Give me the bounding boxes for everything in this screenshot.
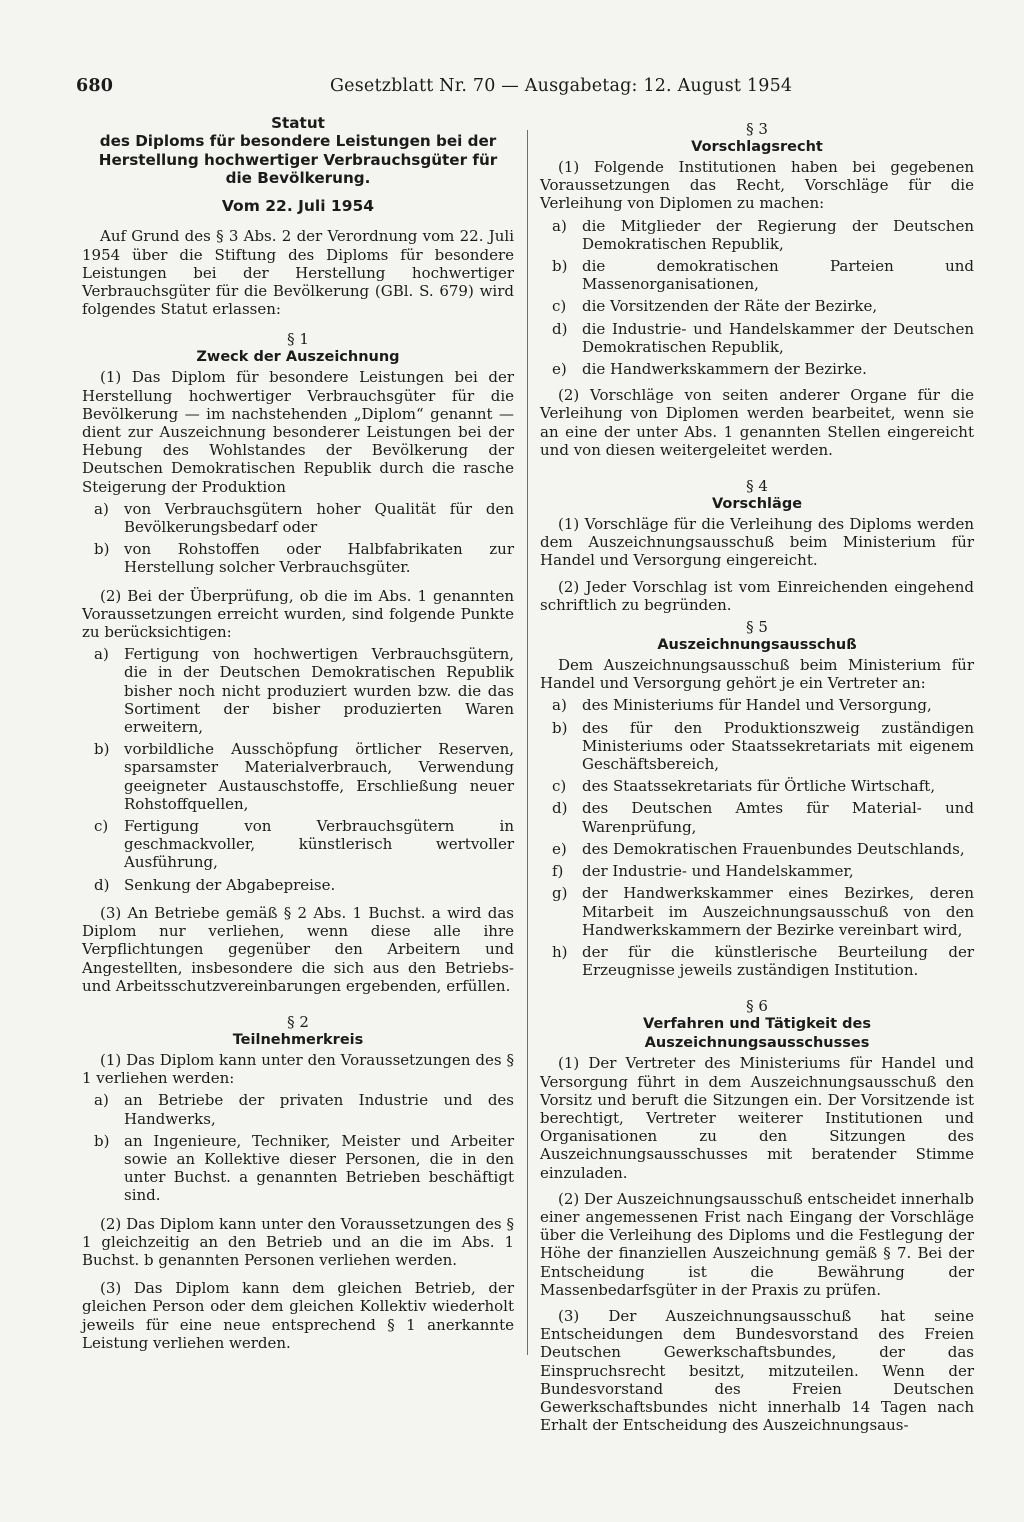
item-label: b): [94, 1131, 110, 1150]
list-item: [552, 217, 974, 253]
section-1-paragraph-3: (3) An Betriebe gemäß § 2 Abs. 1 Buchst. a wird das Diplom nur verliehen, wenn diese alle ihre Verpflichtungen gegenüber den Arbeitern und Angestellten, insbesondere die sich aus den Betriebs- und Arbeitsschutzvereinbarungen ergebenden, erfüllen.: [82, 903, 514, 995]
item-label: b): [552, 257, 568, 276]
item-label: c): [552, 297, 567, 316]
section-1-number: § 1: [287, 330, 309, 349]
section-1-title: Zweck der Auszeichnung: [196, 349, 400, 366]
section-2-paragraph-1: (1) Das Diplom kann unter den Voraussetzungen des § 1 verliehen werden:: [82, 1050, 514, 1088]
list-item: [94, 1091, 514, 1127]
section-1-paragraph-1: (1) Das Diplom für besondere Leistungen bei der Herstellung hochwertiger Verbrauchsgüter für die Bevölkerung — im nachstehenden „Diplom“ genannt — dient zur Auszeichnung besonderer Leistungen bei der Hebung des Wohlstandes der Bevölkerung der Deutschen Demokratischen Republik durch die rasche Steigerung der Produktion: [82, 368, 514, 496]
item-text: die demokratischen Parteien und Massenorganisationen,: [582, 257, 974, 294]
item-text: des für den Produktionszweig zuständigen Ministeriums oder Staatssekretariats mit eigenem Geschäftsbereich,: [582, 718, 974, 774]
page-number: 680: [76, 76, 114, 96]
item-text: der für die künstlerische Beurteilung der Erzeugnisse jeweils zuständigen Institution.: [582, 942, 974, 980]
item-text: Senkung der Abgabepreise.: [124, 875, 336, 894]
list-item: [94, 645, 514, 736]
item-text: Fertigung von hochwertigen Verbrauchsgütern, die in der Deutschen Demokratischen Republik bisher noch nicht produziert wurden bzw. die das Sortiment der bisher produzierten Waren erweitern,: [124, 645, 514, 737]
page-header: [76, 76, 976, 104]
list-item: [552, 320, 974, 356]
column-divider: [527, 130, 528, 1355]
item-label: b): [552, 718, 568, 737]
section-2-title: Teilnehmerkreis: [232, 1031, 364, 1048]
preamble: Auf Grund des § 3 Abs. 2 der Verordnung vom 22. Juli 1954 über die Stiftung des Diploms für besondere Leistungen bei der Herstellung hochwertiger Verbrauchsgüter für die Bevölkerung (GBl. S. 679) wird folgendes Statut erlassen:: [82, 227, 514, 319]
section-2-number: § 2: [287, 1012, 309, 1031]
item-label: a): [94, 1091, 109, 1110]
item-label: d): [94, 875, 110, 894]
list-item: [94, 740, 514, 813]
list-item: [94, 817, 514, 872]
list-item: [552, 257, 974, 293]
section-5-number: § 5: [746, 618, 768, 637]
list-item: [552, 943, 974, 979]
item-text: an Ingenieure, Techniker, Meister und Arbeiter sowie an Kollektive dieser Personen, die in den unter Buchst. a genannten Betrieben beschäftigt sind.: [124, 1131, 514, 1205]
item-text: des Ministeriums für Handel und Versorgung,: [582, 696, 932, 715]
item-text: die Vorsitzenden der Räte der Bezirke,: [582, 297, 878, 316]
section-5-paragraph-1: Dem Auszeichnungsausschuß beim Ministerium für Handel und Versorgung gehört je ein Vertreter an:: [540, 656, 974, 693]
list-item: [552, 696, 974, 714]
item-label: d): [552, 319, 568, 338]
item-text: Fertigung von Verbrauchsgütern in geschmackvoller, künstlerisch wertvoller Ausführung,: [124, 817, 514, 872]
item-text: die Handwerkskammern der Bezirke.: [582, 360, 867, 379]
item-label: e): [552, 839, 567, 858]
section-4-title: Vorschläge: [711, 496, 803, 513]
list-item: [552, 799, 974, 835]
list-item: [94, 876, 514, 894]
list-item: [552, 719, 974, 774]
item-label: c): [552, 777, 567, 796]
item-text: der Handwerkskammer eines Bezirkes, deren Mitarbeit im Auszeichnungsausschuß von den Handwerkskammern der Bezirke vereinbart wird,: [582, 884, 974, 939]
section-3-title: Vorschlagsrecht: [691, 139, 823, 155]
section-2-paragraph-3: (3) Das Diplom kann dem gleichen Betrieb, der gleichen Person oder dem gleichen Kollektiv wiederholt jeweils für eine neue entsprechend § 1 anerkannte Leistung verliehen werden.: [82, 1279, 514, 1352]
item-text: des Demokratischen Frauenbundes Deutschlands,: [582, 839, 965, 858]
list-item: [552, 884, 974, 939]
section-6-number: § 6: [746, 997, 768, 1016]
section-3-paragraph-1: (1) Folgende Institutionen haben bei gegebenen Voraussetzungen das Recht, Vorschläge für die Verleihung von Diplomen zu machen:: [540, 158, 974, 213]
item-label: h): [552, 942, 568, 961]
list-item: [552, 862, 974, 880]
list-item: [94, 540, 514, 576]
section-1-paragraph-2: (2) Bei der Überprüfung, ob die im Abs. 1 genannten Voraussetzungen erreicht wurden, sind folgende Punkte zu berücksichtigen:: [82, 586, 514, 642]
section-5-title: Auszeichnungsausschuß: [657, 637, 857, 654]
item-label: g): [552, 884, 568, 903]
item-text: von Rohstoffen oder Halbfabrikaten zur Herstellung solcher Verbrauchsgüter.: [124, 540, 514, 577]
item-label: f): [552, 862, 564, 881]
list-item: [552, 360, 974, 378]
section-6-paragraph-3: (3) Der Auszeichnungsausschuß hat seine Entscheidungen dem Bundesvorstand des Freien Deutschen Gewerkschaftsbundes, der das Einspruchsrecht besitzt, mitzuteilen. Wenn der Bundesvorstand des Freien Deutschen Gewerkschaftsbundes nicht innerhalb 14 Tagen nach Erhalt der Entscheidung des Auszeichnungsaus-: [540, 1306, 974, 1435]
section-4-paragraph-1: (1) Vorschläge für die Verleihung des Diploms werden dem Auszeichnungsausschuß beim Ministerium für Handel und Versorgung eingereicht.: [540, 515, 974, 570]
item-label: d): [552, 799, 568, 818]
item-label: a): [94, 645, 109, 664]
statute-date: Vom 22. Juli 1954: [221, 197, 375, 216]
item-text: des Deutschen Amtes für Material- und Warenprüfung,: [582, 799, 974, 836]
right-column: [540, 114, 974, 1438]
gazette-title: Gesetzblatt Nr. 70 — Ausgabetag: 12. August 1954: [330, 76, 793, 96]
item-label: a): [552, 216, 567, 235]
item-label: b): [94, 740, 110, 759]
section-3-number: § 3: [746, 120, 768, 138]
list-item: [552, 297, 974, 315]
section-4-paragraph-2: (2) Jeder Vorschlag ist vom Einreichenden eingehend schriftlich zu begründen.: [540, 577, 974, 614]
item-text: von Verbrauchsgütern hoher Qualität für den Bevölkerungsbedarf oder: [124, 499, 514, 537]
item-label: e): [552, 360, 567, 379]
item-text: des Staatssekretariats für Örtliche Wirtschaft,: [582, 777, 936, 796]
list-item: [94, 500, 514, 536]
list-item: [552, 777, 974, 795]
statute-title-heading: Statut: [271, 114, 325, 132]
item-label: c): [94, 817, 109, 836]
section-2-paragraph-2: (2) Das Diplom kann unter den Voraussetzungen des § 1 gleichzeitig an den Betrieb und an die im Abs. 1 Buchst. b genannten Personen verliehen werden.: [82, 1214, 514, 1269]
item-text: die Industrie- und Handelskammer der Deutschen Demokratischen Republik,: [582, 319, 974, 356]
statute-title: des Diploms für besondere Leistungen bei der Herstellung hochwertiger Verbrauchsgüter für die Bevölkerung.: [98, 132, 498, 187]
item-text: an Betriebe der privaten Industrie und des Handwerks,: [124, 1091, 514, 1128]
item-label: a): [552, 696, 567, 715]
list-item: [552, 840, 974, 858]
item-text: der Industrie- und Handelskammer,: [582, 862, 854, 881]
item-label: a): [94, 499, 109, 518]
section-3-paragraph-2: (2) Vorschläge von seiten anderer Organe für die Verleihung von Diplomen werden bearbeitet, wenn sie an eine der unter Abs. 1 genannten Stellen eingereicht und von diesen weitergeleitet werden.: [540, 386, 974, 459]
section-6-paragraph-2: (2) Der Auszeichnungsausschuß entscheidet innerhalb einer angemessenen Frist nach Eingang der Vorschläge über die Verleihung des Diploms und die Festlegung der Höhe der finanziellen Auszeichnung gemäß § 7. Bei der Entscheidung ist die Bewährung der Massenbedarfsgüter in der Praxis zu prüfen.: [540, 1189, 974, 1299]
section-4-number: § 4: [746, 477, 768, 496]
item-text: die Mitglieder der Regierung der Deutschen Demokratischen Republik,: [582, 216, 974, 253]
item-label: b): [94, 540, 110, 559]
list-item: [94, 1132, 514, 1205]
item-text: vorbildliche Ausschöpfung örtlicher Reserven, sparsamster Materialverbrauch, Verwendung geeigneter Austauschstoffe, Erschließung neuer Rohstoffquellen,: [124, 740, 514, 813]
left-column: [82, 114, 514, 1356]
section-6-paragraph-1: (1) Der Vertreter des Ministeriums für Handel und Versorgung führt in dem Auszeichnungsausschuß den Vorsitz und beruft die Sitzungen ein. Der Vorsitzende ist berechtigt, Vertreter weiterer Institutionen und Organisationen zu den Sitzungen des Auszeichnungsausschusses mit beratender Stimme einzuladen.: [540, 1054, 974, 1182]
section-6-title: Verfahren und Tätigkeit des Auszeichnungsausschusses: [643, 1016, 871, 1052]
